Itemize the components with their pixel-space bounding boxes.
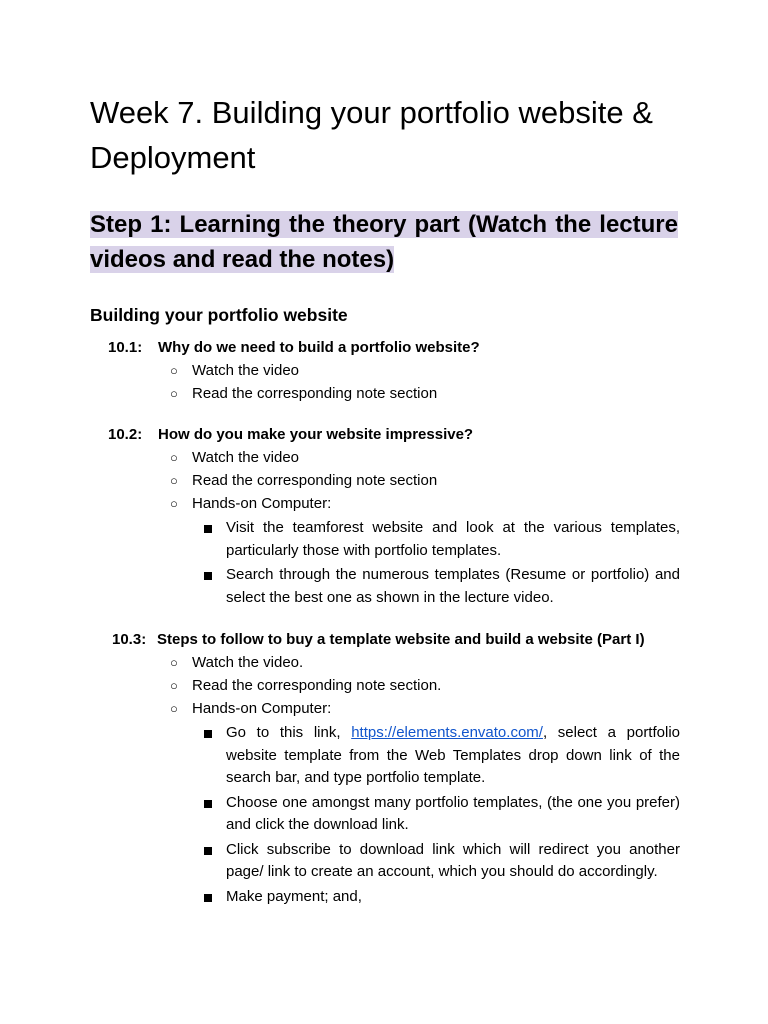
circle-bullet-icon: ○ — [170, 386, 178, 401]
item-question: Steps to follow to buy a template website and build a website (Part I) — [157, 631, 645, 648]
circle-bullet-icon: ○ — [170, 473, 178, 488]
circle-bullet-icon: ○ — [170, 678, 178, 693]
item-question: Why do we need to build a portfolio website? — [158, 339, 480, 356]
circle-bullet-icon: ○ — [170, 655, 178, 670]
step-heading-text: Step 1: Learning the theory part (Watch the lecture videos and read the notes) — [90, 211, 678, 273]
list-item: ○ Read the corresponding note section. — [170, 674, 680, 697]
item-number: 10.1: — [108, 339, 143, 356]
sub-list-item: Choose one amongst many portfolio templates, (the one you prefer) and click the download link. — [204, 792, 680, 837]
square-bullet-icon — [204, 800, 212, 808]
sub-list-item: Search through the numerous templates (Resume or portfolio) and select the best one as shown in the lecture video. — [204, 564, 680, 609]
list-item: ○ Hands-on Computer: Visit the teamforest website and look at the various templates, particularly those with portfolio templates. Search through the numerous templates (Resume or portfolio) and select the best one as shown in the lecture video. — [170, 492, 680, 609]
item-number: 10.2: — [108, 426, 143, 443]
item-number: 10.3: — [112, 631, 147, 648]
sub-list-item: Go to this link, https://elements.envato.com/, select a portfolio website template from the Web Templates drop down link of the search bar, and type portfolio template. — [204, 722, 680, 790]
circle-bullet-icon: ○ — [170, 450, 178, 465]
item-10-1-bullets — [170, 359, 680, 405]
square-bullet-icon — [204, 894, 212, 902]
square-bullet-icon — [204, 730, 212, 738]
item-10-3-sub-bullets — [204, 722, 680, 908]
square-bullet-icon — [204, 572, 212, 580]
sub-list-item: Click subscribe to download link which will redirect you another page/ link to create an account, which you should do accordingly. — [204, 839, 680, 884]
circle-bullet-icon: ○ — [170, 701, 178, 716]
list-item: ○ Read the corresponding note section — [170, 469, 680, 492]
sub-list-item: Visit the teamforest website and look at the various templates, particularly those with portfolio templates. — [204, 517, 680, 562]
list-item: ○ Watch the video — [170, 446, 680, 469]
list-item: ○ Hands-on Computer: Go to this link, https://elements.envato.com/, select a portfolio website template from the Web Templates drop down link of the search bar, and type portfolio template. Choose one amongst many portfolio templates, (the one you prefer) and click the download link. Click subscribe to download link which will redirect you another page/ link to create an account, which you should do accordingly. Make payment; and, — [170, 697, 680, 908]
item-heading-10-3 — [112, 630, 645, 650]
item-question: How do you make your website impressive? — [158, 426, 474, 443]
sub-list-item: Make payment; and, — [204, 886, 680, 909]
item-10-2-bullets — [170, 446, 680, 611]
item-10-2-sub-bullets — [204, 517, 680, 609]
list-item: ○ Read the corresponding note section — [170, 382, 680, 405]
item-heading-10-2 — [108, 425, 473, 445]
list-item: ○ Watch the video — [170, 359, 680, 382]
circle-bullet-icon: ○ — [170, 363, 178, 378]
square-bullet-icon — [204, 847, 212, 855]
item-10-3-bullets — [170, 651, 680, 910]
section-heading: Building your portfolio website — [90, 305, 348, 325]
page-title: Week 7. Building your portfolio website & Deployment — [90, 95, 653, 175]
step-heading — [90, 207, 678, 277]
item-heading-10-1 — [108, 338, 480, 358]
circle-bullet-icon: ○ — [170, 496, 178, 511]
list-item: ○ Watch the video. — [170, 651, 680, 674]
square-bullet-icon — [204, 525, 212, 533]
envato-link[interactable]: https://elements.envato.com/ — [351, 724, 543, 741]
